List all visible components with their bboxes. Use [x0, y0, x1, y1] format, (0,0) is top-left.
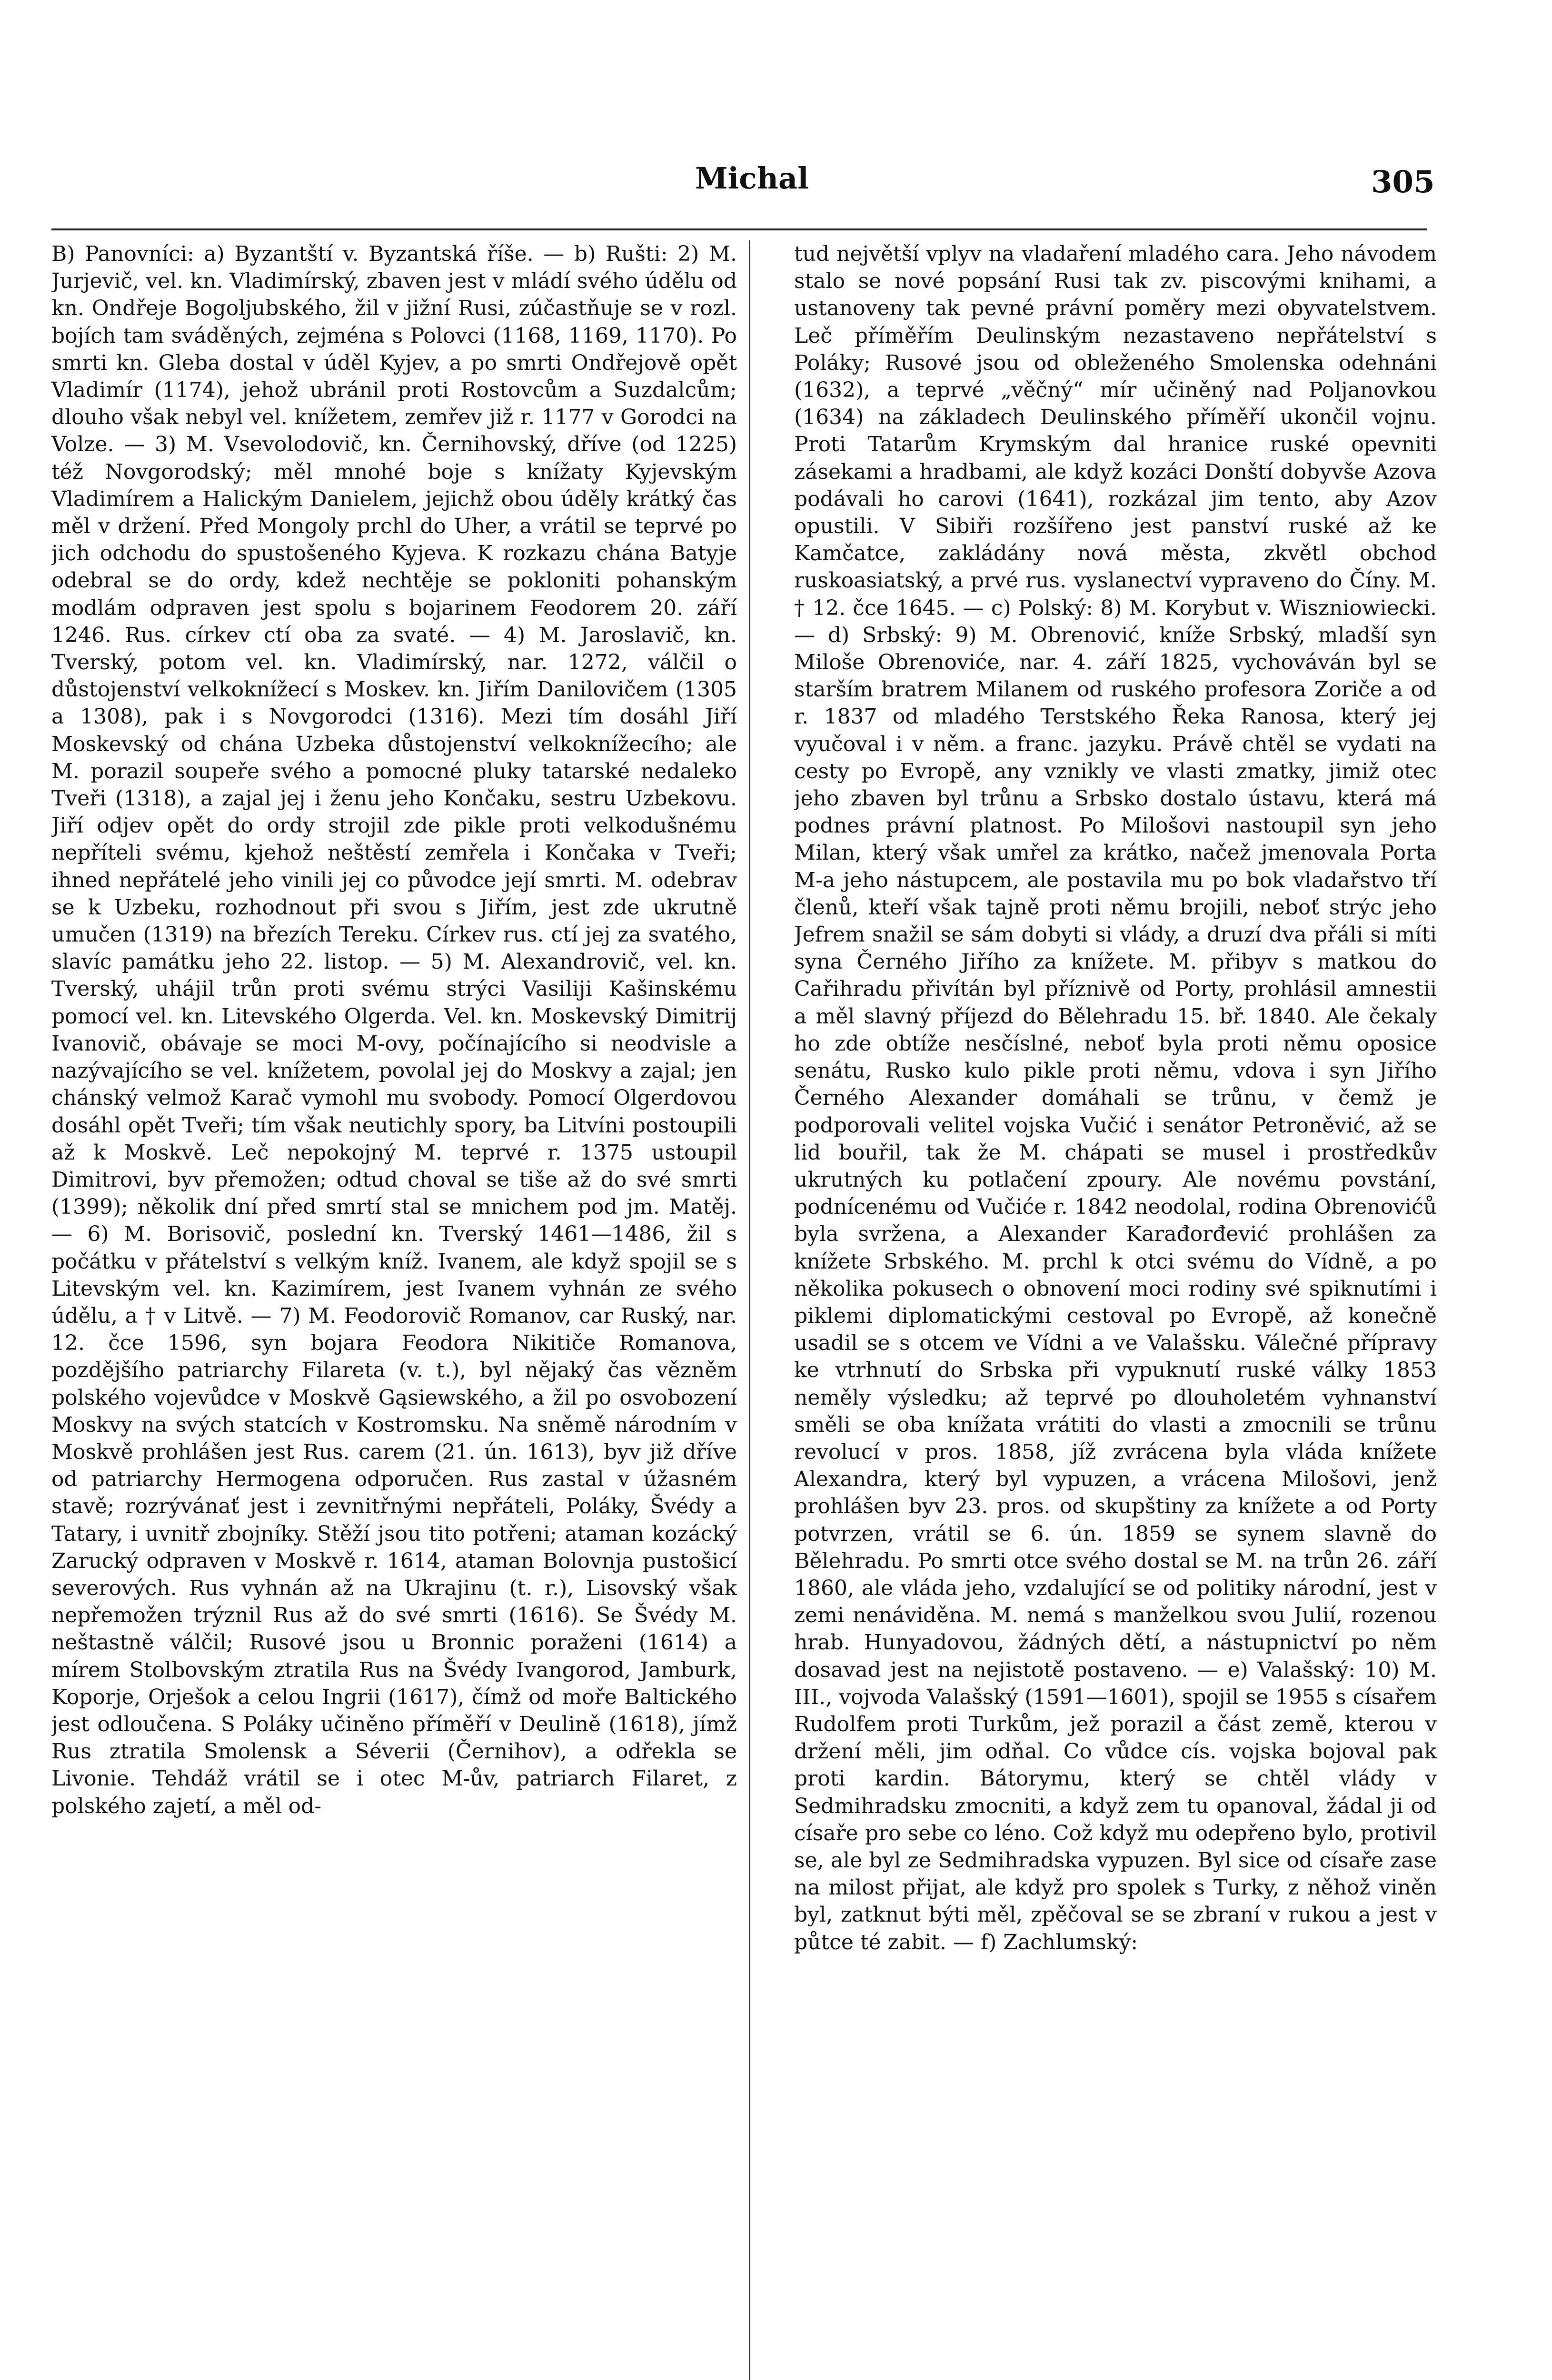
right-column-text: tud největší vplyv na vladaření mladého cara. Jeho návodem stalo se nové popsání Rusi tak zv. piscovými knihami, a ustanoveny tak pevné právní poměry mezi obyvatelstvem. Leč příměřím Deulinským nezastaveno nepřátelství s Poláky; Rusové jsou od obleženého Smolenska odehnáni (1632), a teprvé „věčný“ mír učiněný nad Poljanovkou (1634) na základech Deulinského příměří ukončil vojnu. Proti Tatarům Krymským dal hranice ruské opevniti zásekami a hradbami, ale když kozáci Donští dobyvše Azova podávali ho carovi (1641), rozkázal jim tento, aby Azov opustili. V Sibiři rozšířeno jest panství ruské až ke Kamčatce, zakládány nová města, zkvětl obchod ruskoasiatský, a prvé rus. vyslanectví vypraveno do Číny. M. † 12. čce 1645. — c) Polský: 8) M. Korybut v. Wiszniowiecki. — d) Srbský: 9) M. Obrenović, kníže Srbský, mladší syn Miloše Obrenoviće, nar. 4. září 1825, vychováván byl se starším bratrem Milanem od ruského profesora Zoriče a od r. 1837 od mladého Terstského Řeka Ranosa, který jej vyučoval i v něm. a franc. jazyku. Právě chtěl se vydati na cesty po Evropě, any vznikly ve vlasti zmatky, jimiž otec jeho zbaven byl trůnu a Srbsko dostalo ústavu, která má podnes právní platnost. Po Milošovi nastoupil syn jeho Milan, který však umřel za krátko, načež jmenovala Porta M-a jeho nástupcem, ale postavila mu po bok vladařstvo tří členů, kteří však tajně proti němu brojili, neboť strýc jeho Jefrem snažil se sám dobyti si vlády, a druzí dva přáli si míti syna Černého Jiřího za knížete. M. přibyv s matkou do Cařihradu přivítán byl příznivě od Porty, prohlásil amnestii a měl slavný příjezd do Bělehradu 15. bř. 1840. Ale čekaly ho zde obtíže nesčíslné, neboť byla proti němu oposice senátu, Rusko kulo pikle proti němu, vdova i syn Jiřího Černého Alexander domáhali se trůnu, v čemž je podporovali velitel vojska Vučić i senátor Petroněvić, až se lid bouřil, tak že M. chápati se musel i prostředkův ukrutných ku potlačení zpoury. Ale novému povstání, podnícenému od Vučiće r. 1842 neodolal, rodina Obrenovićů byla svržena, a Alexander Karađorđević prohlášen za knížete Srbského. M. prchl k otci svému do Vídně, a po několika pokusech o obnovení moci rodiny své spiknutími i piklemi diplomatickými cestoval po Evropě, až konečně usadil se s otcem ve Vídni a ve Valašsku. Válečné přípravy ke vtrhnutí do Srbska při vypuknutí ruské války 1853 neměly výsledku; až teprvé po dlouholetém vyhnanství směli se oba knížata vrátiti do vlasti a zmocnili se trůnu revolucí v pros. 1858, jíž zvrácena byla vláda knížete Alexandra, který byl vypuzen, a vrácena Milošovi, jenž prohlášen byv 23. pros. od skupštiny za knížete a od Porty potvrzen, vrátil se 6. ún. 1859 se synem slavně do Bělehradu. Po smrti otce svého dostal se M. na trůn 26. září 1860, ale vláda jeho, vzdalující se od politiky národní, jest v zemi nenáviděna. M. nemá s manželkou svou Julií, rozenou hrab. Hunyadovou, žádných dětí, a nástupnictví po něm dosavad jest na nejistotě postaveno. — e) Valašský: 10) M. III., vojvoda Valašský (1591—1601), spojil se 1955 s císařem Rudolfem proti Turkům, jež porazil a část země, kterou v držení měli, jim odňal. Co vůdce cís. vojska bojoval pak proti kardin. Bátorymu, který se chtěl vlády v Sedmihradsku zmocniti, a když zem tu opanoval, žádal ji od císaře pro sebe co léno. Což když mu odepřeno bylo, protivil se, ale byl ze Sedmihradska vypuzen. Byl sice od císaře zase na milost přijat, ale když pro spolek s Turky, z něhož viněn byl, zatknut býti měl, zpěčoval se se zbraní v rukou a jest v půtce té zabit. — f) Zachlumský:	[794, 242, 1437, 1954]
header-rule	[51, 228, 1427, 230]
left-column-text: B) Panovníci: a) Byzantští v. Byzantská říše. — b) Rušti: 2) M. Jurjevič, vel. kn. Vladimírský, zbaven jest v mládí svého údělu od kn. Ondřeje Bogoljubského, žil v jižní Rusi, zúčastňuje se v rozl. bojích tam sváděných, zejména s Polovci (1168, 1169, 1170). Po smrti kn. Gleba dostal v úděl Kyjev, a po smrti Ondřejově opět Vladimír (1174), jehož ubránil proti Rostovcům a Suzdalcům; dlouho však nebyl vel. knížetem, zemřev již r. 1177 v Gorodci na Volze. — 3) M. Vsevolodovič, kn. Černihovský, dříve (od 1225) též Novgorodský; měl mnohé boje s knížaty Kyjevským Vladimírem a Halickým Danielem, jejichž obou úděly krátký čas měl v držení. Před Mongoly prchl do Uher, a vrátil se teprvé po jich odchodu do spustošeného Kyjeva. K rozkazu chána Batyje odebral se do ordy, kdež nechtěje se pokloniti pohanským modlám odpraven jest spolu s bojarinem Feodorem 20. září 1246. Rus. církev ctí oba za svaté. — 4) M. Jaroslavič, kn. Tverský, potom vel. kn. Vladimírský, nar. 1272, válčil o důstojenství velkoknížecí s Moskev. kn. Jiřím Danilovičem (1305 a 1308), pak i s Novgorodci (1316). Mezi tím dosáhl Jiří Moskevský od chána Uzbeka důstojenství velkoknížecího; ale M. porazil soupeře svého a pomocné pluky tatarské nedaleko Tveři (1318), a zajal jej i ženu jeho Končaku, sestru Uzbekovu. Jiří odjev opět do ordy strojil zde pikle proti velkodušnému nepříteli svému, kjehož neštěstí zemřela i Končaka v Tveři; ihned nepřátelé jeho vinili jej co původce její smrti. M. odebrav se k Uzbeku, rozhodnout při svou s Jiřím, jest zde ukrutně umučen (1319) na březích Tereku. Církev rus. ctí jej za svatého, slavíc památku jeho 22. listop. — 5) M. Alexandrovič, vel. kn. Tverský, uhájil trůn proti svému strýci Vasiliji Kašinskému pomocí vel. kn. Litevského Olgerda. Vel. kn. Moskevský Dimitrij Ivanovič, obávaje se moci M-ovy, počínajícího si neodvisle a nazývajícího se vel. knížetem, povolal jej do Moskvy a zajal; jen chánský velmož Karač vymohl mu svobody. Pomocí Olgerdovou dosáhl opět Tveři; tím však neutichly spory, ba Litvíni postoupili až k Moskvě. Leč nepokojný M. teprvé r. 1375 ustoupil Dimitrovi, byv přemožen; odtud choval se tiše až do své smrti (1399); několik dní před smrtí stal se mnichem pod jm. Matěj. — 6) M. Borisovič, poslední kn. Tverský 1461—1486, žil s počátku v přátelství s velkým kníž. Ivanem, ale když spojil se s Litevským vel. kn. Kazimírem, jest Ivanem vyhnán ze svého údělu, a † v Litvě. — 7) M. Feodorovič Romanov, car Ruský, nar. 12. čce 1596, syn bojara Feodora Nikitiče Romanova, pozdějšího patriarchy Filareta (v. t.), byl nějaký čas vězněm polského vojevůdce v Moskvě Gąsiewského, a žil po osvobození Moskvy na svých statcích v Kostromsku. Na sněmě národním v Moskvě prohlášen jest Rus. carem (21. ún. 1613), byv již dříve od patriarchy Hermogena odporučen. Rus zastal v úžasném stavě; rozrývánať jest i zevnitřnými nepřáteli, Poláky, Švédy a Tatary, i uvnitř zbojníky. Stěží jsou tito potřeni; ataman kozácký Zarucký odpraven v Moskvě r. 1614, ataman Bolovnja pustošicí severových. Rus vyhnán až na Ukrajinu (t. r.), Lisovský však nepřemožen trýznil Rus až do své smrti (1616). Se Švédy M. neštastně válčil; Rusové jsou u Bronnic poraženi (1614) a mírem Stolbovským ztratila Rus na Švédy Ivangorod, Jamburk, Koporje, Orješok a celou Ingrii (1617), čímž od moře Baltického jest odloučena. S Poláky učiněno příměří v Deulině (1618), jímž Rus ztratila Smolensk a Séverii (Černihov), a odřekla se Livonie. Tehdáž vrátil se i otec M-ův, patriarch Filaret, z polského zajetí, a měl od-	[51, 242, 737, 1818]
page-number: 305	[1371, 164, 1435, 200]
right-column	[794, 240, 1437, 2380]
page-title: Michal	[695, 161, 809, 196]
column-divider	[749, 240, 750, 2380]
left-column	[51, 240, 737, 2380]
